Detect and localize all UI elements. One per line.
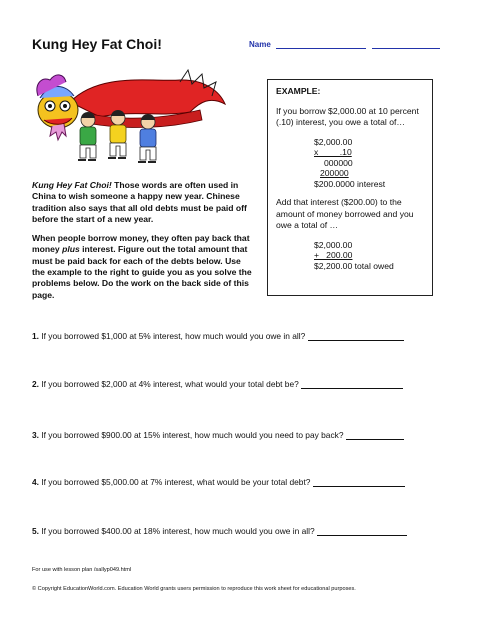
name-label: Name [249,40,271,49]
question-number: 1. [32,331,39,341]
answer-line[interactable] [346,431,404,440]
question-1 [32,331,404,341]
example-text-1: If you borrow $2,000.00 at 10 percent (.10) interest, you owe a total of… [276,105,419,127]
intro-text [32,180,252,309]
question-text: If you borrowed $5,000.00 at 7% interest, what would be your total debt? [39,477,311,487]
calc1-line-5: $200.0000 interest [314,178,386,189]
dragon-illustration [30,62,230,172]
name-field [249,40,440,49]
question-3 [32,430,404,440]
name-line-2 [372,40,440,49]
example-calc-2 [314,240,424,272]
question-number: 4. [32,477,39,487]
question-number: 3. [32,430,39,440]
question-text: If you borrowed $1,000 at 5% interest, how much would you owe in all? [39,331,306,341]
calc1-line-3: 000000 [324,157,353,168]
calc2-line-2: + 200.00 [314,250,353,260]
question-text: If you borrowed $400.00 at 18% interest, how much would you owe in all? [39,526,315,536]
question-text: If you borrowed $2,000 at 4% interest, what would your total debt be? [39,379,299,389]
worksheet-title: Kung Hey Fat Choi! [32,36,162,52]
intro-p2-a: When people borrow money, they often pay back that money [32,233,250,255]
question-5 [32,526,407,536]
copyright-notice: © Copyright EducationWorld.com. Education World grants users permission to reproduce this work sheet for educational purposes. [32,586,356,592]
calc2-line-3: $2,200.00 total owed [314,260,394,271]
name-line-1 [276,40,366,49]
intro-paragraph-2 [32,233,252,301]
intro-p1-rest: Those words are often used in China to wish someone a happy new year. Chinese tradition also says that all old debts must be paid off before the start of a new year. [32,180,247,224]
calc1-line-4: 200000 [320,168,349,178]
example-box [267,79,433,296]
intro-paragraph-1 [32,180,252,225]
intro-p2-em: plus [62,244,80,255]
calc1-line-2: x .10 [314,147,352,157]
example-header: EXAMPLE: [276,86,321,96]
question-number: 5. [32,526,39,536]
question-2 [32,379,403,389]
example-text-2: Add that interest ($200.00) to the amount of money borrowed and you owe a total of … [276,197,414,230]
answer-line[interactable] [308,332,404,341]
question-4 [32,477,405,487]
question-text: If you borrowed $900.00 at 15% interest, how much would you need to pay back? [39,430,344,440]
answer-line[interactable] [313,478,405,487]
greeting-phrase: Kung Hey Fat Choi! [32,180,112,190]
answer-line[interactable] [301,380,403,389]
answer-line[interactable] [317,527,407,536]
calc2-line-1: $2,000.00 [314,239,353,250]
example-calc-1 [314,137,424,190]
question-number: 2. [32,379,39,389]
lesson-plan-note: For use with lesson plan /sallyp049.html [32,567,132,573]
intro-p2-b: interest. Figure out the total amount that must be paid back for each of the debts below. Use the example to the right to guide you as you solve the problems below. Do the work on the back side of this page. [32,244,252,300]
calc1-line-1: $2,000.00 [314,136,353,147]
